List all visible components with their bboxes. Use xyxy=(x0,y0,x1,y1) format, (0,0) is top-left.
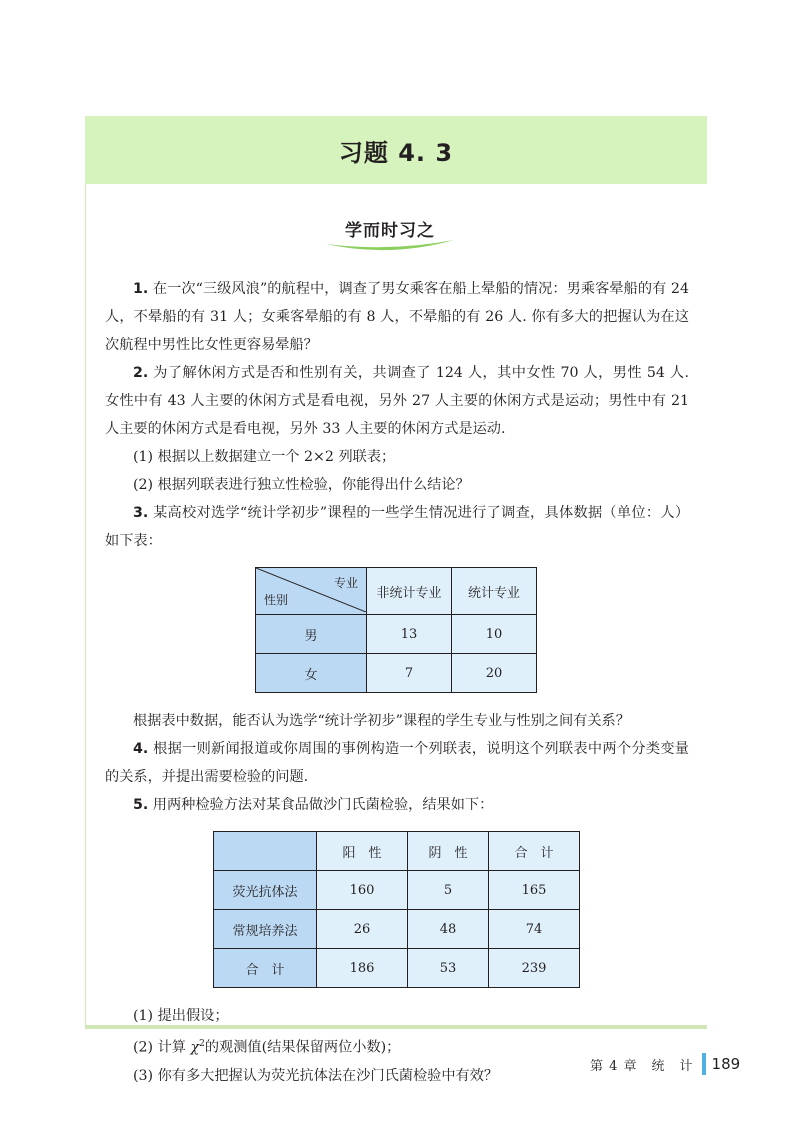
problem-text: 根据一则新闻报道或你周围的事例构造一个列联表，说明这个列联表中两个分类变量的关系，并提出需要检验的问题. xyxy=(105,741,689,785)
chapter-label: 第 4 章 统 计 xyxy=(590,1058,694,1074)
problem-text: 用两种检验方法对某食品做沙门氏菌检验，结果如下： xyxy=(152,797,494,813)
bottom-divider xyxy=(85,1025,707,1029)
sub-text: (2) 计算 xyxy=(133,1039,191,1056)
table-row xyxy=(214,910,580,949)
table-header-cell: 统计专业 xyxy=(452,568,537,615)
table-cell: 5 xyxy=(408,871,489,910)
row-label: 合 计 xyxy=(214,949,317,988)
row-label: 男 xyxy=(256,615,367,654)
row-label: 女 xyxy=(256,654,367,693)
problem-5-sub-3: (3) 你有多大把握认为荧光抗体法在沙门氏菌检验中有效？ xyxy=(133,1067,499,1084)
section-subtitle: 学而时习之 xyxy=(345,221,435,241)
page-title: 习题 4. 3 xyxy=(338,138,454,167)
problem-number: 5. xyxy=(133,797,149,813)
table-cell: 160 xyxy=(317,871,408,910)
table-header-cell: 合 计 xyxy=(489,832,580,871)
problem-number: 4. xyxy=(133,741,149,757)
table-cell: 7 xyxy=(367,654,452,693)
row-label: 荧光抗体法 xyxy=(214,871,317,910)
problem-2 xyxy=(105,359,689,443)
problem-1 xyxy=(105,275,689,359)
chi-symbol: χ xyxy=(190,1039,200,1056)
table-cell: 26 xyxy=(317,910,408,949)
problem-2-sub-1: (1) 根据以上数据建立一个 2×2 列联表； xyxy=(133,449,396,465)
corner-top-label: 专业 xyxy=(333,576,358,590)
table-header-cell xyxy=(214,832,317,871)
problem-2-sub-2: (2) 根据列联表进行独立性检验，你能得出什么结论？ xyxy=(133,477,470,493)
problem-number: 3. xyxy=(133,505,149,521)
table-corner-cell xyxy=(256,568,367,615)
table-salmonella-test xyxy=(213,831,580,988)
row-label: 常规培养法 xyxy=(214,910,317,949)
problem-text: 某高校对选学“统计学初步”课程的一些学生情况进行了调查，具体数据（单位：人）如下表： xyxy=(105,505,690,549)
sub-text: 的观测值(结果保留两位小数)； xyxy=(204,1039,401,1056)
problem-4 xyxy=(105,735,689,791)
table-header-cell: 非统计专业 xyxy=(367,568,452,615)
table-row xyxy=(256,615,537,654)
page-number: 189 xyxy=(711,1055,741,1073)
table-header-cell: 阳 性 xyxy=(317,832,408,871)
table-cell: 10 xyxy=(452,615,537,654)
table-cell: 48 xyxy=(408,910,489,949)
table-cell: 53 xyxy=(408,949,489,988)
problem-number: 1. xyxy=(133,281,149,297)
table-major-gender xyxy=(255,567,537,693)
table-cell: 165 xyxy=(489,871,580,910)
problem-3 xyxy=(105,499,689,555)
table-row xyxy=(256,654,537,693)
table-cell: 186 xyxy=(317,949,408,988)
problem-number: 2. xyxy=(133,365,149,381)
exercise-header xyxy=(85,116,707,184)
section-subtitle-block xyxy=(320,208,460,256)
chi-exponent: 2 xyxy=(199,1039,205,1049)
page-footer xyxy=(590,1052,740,1076)
table-cell: 13 xyxy=(367,615,452,654)
table-cell: 239 xyxy=(489,949,580,988)
table-row xyxy=(214,871,580,910)
problem-3-question: 根据表中数据，能否认为选学“统计学初步”课程的学生专业与性别之间有关系？ xyxy=(133,713,630,729)
problem-text: 为了解休闲方式是否和性别有关，共调查了 124 人，其中女性 70 人，男性 54 人. 女性中有 43 人主要的休闲方式是看电视，另外 27 人主要的休闲方式是运动；男性中有 21 人主要的休闲方式是看电视，另外 33 人主要的休闲方式是运动. xyxy=(105,365,690,437)
table-cell: 74 xyxy=(489,910,580,949)
table-header-cell: 阴 性 xyxy=(408,832,489,871)
problem-text: 在一次“三级风浪”的航程中，调查了男女乘客在船上晕船的情况：男乘客晕船的有 24 人，不晕船的有 31 人；女乘客晕船的有 8 人，不晕船的有 26 人. 你有多大的把握认为在这次航程中男性比女性更容易晕船？ xyxy=(105,281,689,353)
table-cell: 20 xyxy=(452,654,537,693)
footer-accent-bar xyxy=(702,1053,706,1075)
problem-5 xyxy=(105,791,689,819)
problem-5-sub-1: (1) 提出假设； xyxy=(133,1008,229,1024)
table-row xyxy=(214,949,580,988)
exercise-content xyxy=(105,275,689,1090)
corner-bottom-label: 性别 xyxy=(264,593,289,607)
